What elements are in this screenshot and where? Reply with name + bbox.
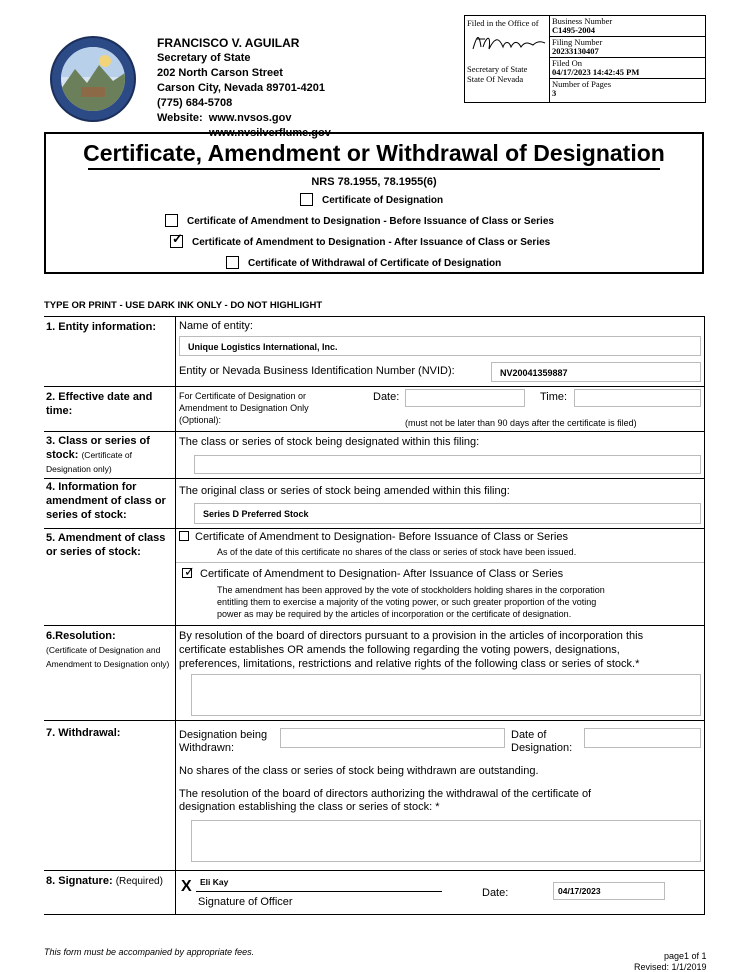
checkbox-before-issuance[interactable]	[179, 531, 189, 541]
option-label: Certificate of Amendment to Designation- After Issuance of Class or Series	[200, 568, 564, 580]
before-issuance-note: As of the date of this certificate no shares of the class or series of stock have been issued.	[217, 547, 577, 557]
nrs-reference: NRS 78.1955, 78.1955(6)	[311, 176, 437, 188]
section-1-title: 1. Entity information:	[46, 321, 156, 333]
label-line: Date of	[511, 729, 547, 741]
section-8-title	[46, 874, 174, 888]
option-amendment-before[interactable]	[165, 215, 554, 228]
filed-on: 04/17/2023 14:42:45 PM	[552, 67, 640, 77]
entity-name-label: Name of entity:	[179, 320, 253, 332]
section-6-title	[46, 629, 174, 671]
date-of-designation-field[interactable]	[584, 728, 701, 748]
desc-line: (Optional):	[179, 415, 222, 425]
note-line: power as may be required by the articles of incorporation or the certificate of designation.	[217, 609, 572, 619]
original-class-field[interactable]: Series D Preferred Stock	[194, 503, 701, 524]
table-rule	[44, 316, 705, 317]
option-certificate-of-designation[interactable]	[300, 194, 443, 207]
address-line-1: 202 North Carson Street	[157, 67, 283, 79]
effective-date-field[interactable]	[405, 389, 525, 407]
class-designated-label: The class or series of stock being designated within this filing:	[179, 436, 480, 448]
time-label: Time:	[540, 391, 568, 403]
text-line: preferences, limitations, restrictions and relative rights of the following class or series of stock.*	[179, 658, 640, 670]
filing-number: 20233130407	[552, 46, 599, 56]
seal-image	[61, 47, 125, 111]
note-line: entitling them to exercise a majority of the voting power, or such greater proportion of the voting	[217, 597, 597, 607]
signature-date-field[interactable]: 04/17/2023	[553, 882, 665, 900]
nvid-label: Entity or Nevada Business Identification Number (NVID):	[179, 365, 455, 377]
checkbox-amendment-after-checked[interactable]	[170, 235, 183, 248]
section-4-title: 4. Information for amendment of class or series of stock:	[46, 481, 166, 521]
required-note: (Required)	[115, 876, 163, 887]
section-2-title: 2. Effective date and time:	[46, 391, 153, 417]
checkbox-withdrawal[interactable]	[226, 256, 239, 269]
phone: (775) 684-5708	[157, 97, 233, 109]
signature-x-mark: X	[181, 878, 192, 895]
section-3-subtitle: (Certificate of Designation only)	[46, 450, 133, 474]
designation-withdrawn-field[interactable]	[280, 728, 505, 748]
table-rule	[44, 431, 705, 432]
section-8-heading: 8. Signature:	[46, 875, 113, 887]
officer-title: Secretary of State	[157, 52, 251, 64]
checkbox-after-issuance-checked[interactable]	[182, 568, 192, 578]
signature-line	[196, 891, 442, 892]
effective-date-description	[179, 390, 309, 426]
state-seal	[50, 36, 136, 122]
sos-label-2: State Of Nevada	[467, 74, 524, 84]
withdrawal-resolution-text	[179, 788, 591, 814]
option-label: Certificate of Withdrawal of Certificate of Designation	[248, 258, 502, 270]
option-label: Certificate of Amendment to Designation - Before Issuance of Class or Series	[187, 216, 554, 228]
resolution-field[interactable]	[191, 674, 701, 716]
date-limit-note: (must not be later than 90 days after the certificate is filed)	[405, 418, 637, 428]
business-number: C1495-2004	[552, 25, 595, 35]
label-line: Withdrawn:	[179, 742, 235, 754]
withdrawal-resolution-field[interactable]	[191, 820, 701, 862]
signature-icon	[469, 29, 547, 57]
section-6-subtitle: (Certificate of Designation and Amendment to Designation only)	[46, 645, 170, 669]
table-divider	[175, 316, 176, 914]
option-label: Certificate of Designation	[322, 195, 444, 207]
text-line: designation establishing the class or series of stock: *	[179, 801, 440, 813]
resolution-text	[179, 629, 643, 671]
page-number: page1 of 1	[664, 951, 707, 961]
table-rule	[44, 386, 705, 387]
website-1: www.nvsos.gov	[208, 112, 292, 124]
table-rule	[44, 478, 705, 479]
table-rule	[44, 870, 705, 871]
signature-label: Signature of Officer	[198, 896, 293, 908]
filing-number-label: Filing Number	[552, 37, 603, 47]
note-line: The amendment has been approved by the vote of stockholders holding shares in the corporation	[217, 585, 605, 595]
table-rule	[44, 625, 705, 626]
amendment-after-option[interactable]	[182, 568, 563, 580]
table-right-border	[704, 316, 705, 914]
text-line: The resolution of the board of directors authorizing the withdrawal of the certificate of	[179, 788, 592, 800]
filing-stamp-box	[464, 15, 706, 103]
checkbox-designation[interactable]	[300, 193, 313, 206]
designation-withdrawn-label	[179, 729, 267, 755]
original-class-label: The original class or series of stock being amended within this filing:	[179, 485, 510, 497]
label-line: Designation being	[179, 729, 268, 741]
entity-name-field[interactable]: Unique Logistics International, Inc.	[179, 336, 701, 356]
sub-divider	[176, 562, 704, 563]
sos-label-1: Secretary of State	[467, 64, 528, 74]
option-label: Certificate of Amendment to Designation- Before Issuance of Class or Series	[195, 531, 568, 543]
option-withdrawal[interactable]	[226, 257, 501, 270]
table-rule	[44, 914, 705, 915]
desc-line: For Certificate of Designation or	[179, 391, 307, 401]
title-underline	[88, 168, 660, 170]
section-7-title: 7. Withdrawal:	[46, 727, 121, 739]
checkbox-amendment-before[interactable]	[165, 214, 178, 227]
text-line: certificate establishes OR amends the following regarding the voting powers, designations,	[179, 644, 620, 656]
website-label: Website:	[157, 112, 203, 124]
website-2: www.nvsilverflume.gov	[209, 127, 331, 139]
form-title: Certificate, Amendment or Withdrawal of Designation	[83, 140, 665, 166]
option-label: Certificate of Amendment to Designation - After Issuance of Class or Series	[192, 237, 551, 249]
no-shares-statement: No shares of the class or series of stock being withdrawn are outstanding.	[179, 765, 539, 777]
section-3-heading: 3. Class or series of stock:	[46, 435, 150, 461]
fees-notice: This form must be accompanied by appropriate fees.	[44, 947, 255, 957]
table-rule	[44, 720, 705, 721]
pages: 3	[552, 88, 557, 98]
option-amendment-after[interactable]	[170, 236, 550, 249]
label-line: Designation:	[511, 742, 573, 754]
section-3-title	[46, 434, 174, 476]
filed-in-label: Filed in the Office of	[467, 18, 539, 28]
table-rule	[44, 528, 705, 529]
filing-office-cell	[465, 16, 550, 102]
nvid-field[interactable]: NV20041359887	[491, 362, 701, 382]
effective-time-field[interactable]	[574, 389, 701, 407]
signature-date-label: Date:	[482, 887, 509, 899]
date-label: Date:	[373, 391, 400, 403]
business-number-label: Business Number	[552, 16, 613, 26]
address-line-2: Carson City, Nevada 89701-4201	[157, 82, 325, 94]
revision-date: Revised: 1/1/2019	[634, 962, 707, 972]
pages-label: Number of Pages	[552, 79, 612, 89]
after-issuance-note	[217, 584, 605, 620]
text-line: By resolution of the board of directors pursuant to a provision in the articles of incorporation this	[179, 630, 644, 642]
class-designated-field[interactable]	[194, 455, 701, 474]
date-of-designation-label	[511, 729, 572, 755]
desc-line: Amendment to Designation Only	[179, 403, 309, 413]
secretary-of-state-info	[157, 36, 331, 141]
section-6-heading: 6.Resolution:	[46, 630, 116, 642]
filed-on-label: Filed On	[552, 58, 582, 68]
signer-name[interactable]: Eli Kay	[200, 877, 229, 887]
section-5-title: 5. Amendment of class or series of stock:	[46, 532, 166, 558]
officer-name: FRANCISCO V. AGUILAR	[157, 36, 300, 50]
ink-instructions: TYPE OR PRINT - USE DARK INK ONLY - DO NOT HIGHLIGHT	[44, 300, 323, 311]
amendment-before-option[interactable]	[179, 531, 568, 543]
form-title-box	[44, 132, 704, 274]
